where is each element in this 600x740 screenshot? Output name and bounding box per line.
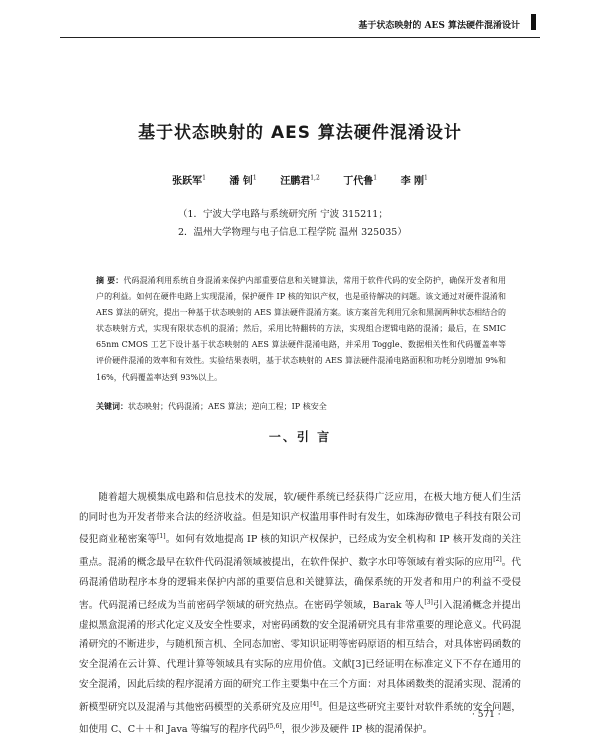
author: 李 刚$^1$ xyxy=(400,174,428,187)
author: 汪鹏君$^{1,2}$ xyxy=(280,174,320,187)
citation: [4] xyxy=(310,700,319,708)
affiliation-2: 2．温州大学物理与电子信息工程学院 温州 325035） xyxy=(178,227,407,238)
keywords-label: 关键词： xyxy=(96,401,128,411)
header-rule xyxy=(60,37,540,38)
author: 潘 钊$^1$ xyxy=(229,174,257,187)
author: 张跃军$^1$ xyxy=(172,174,206,187)
page-number: · 571 · xyxy=(472,710,501,720)
keywords-text: 状态映射；代码混淆；AES 算法；逆向工程；IP 核安全 xyxy=(128,402,327,411)
author-list xyxy=(0,172,600,187)
citation: [3] xyxy=(424,598,433,606)
body-paragraph: 随着超大规模集成电路和信息技术的发展，软/硬件系统已经获得广泛应用，在极大地方便人们生活的同时也为开发者带来合法的经济收益。但是知识产权滥用事件时有发生，如珠海矽微电子科技有限公司侵犯商业秘密案等[1]。如何有效地提高 IP 核的知识产权保护，已经成为安全机构和 IP 核开发商的关注重点。混淆的概念最早在软件代码混淆领域被提出，在软件保护、数字水印等领域有着实际的应用[2]。代码混淆借助程序本身的逻辑来保护内部的重要信息和关键算法，确保系统的开发者和用户的利益不受侵害。代码混淆已经成为当前密码学领域的研究热点。在密码学领域，Barak 等人[3]引入混淆概念并提出虚拟黑盒混淆的形式化定义及安全性要求，对密码函数的安全混淆研究具有非常重要的理论意义。代码混淆研究的不断进步，与随机预言机、全同态加密、零知识证明等密码原语的相互结合，对具体密码函数的安全混淆在云计算、代理计算等领域具有实际的应用价值。文献[3]已经证明在标准定义下不存在通用的安全混淆，因此后续的程序混淆方面的研究工作主要集中在三个方面：对具体函数类的混淆实现、混淆的新模型研究以及混淆与其他密码模型的关系研究及应用[4]。但是这些研究主要针对软件系统的安全问题，如使用 C、C＋＋和 Java 等编写的程序代码[5,6]，很少涉及硬件 IP 核的混淆保护。 xyxy=(79,492,522,736)
keywords xyxy=(96,401,506,412)
author: 丁代鲁$^1$ xyxy=(343,174,378,187)
citation: [2] xyxy=(493,556,502,564)
header-marker xyxy=(531,14,536,30)
section-heading: 一、引 言 xyxy=(268,430,332,444)
paper-title: 基于状态映射的 AES 算法硬件混淆设计 xyxy=(138,123,462,143)
affiliation-1: （1．宁波大学电路与系统研究所 宁波 315211； xyxy=(178,209,388,220)
abstract-text: 代码混淆利用系统自身混淆来保护内部重要信息和关键算法，常用于软件代码的安全防护，确保开发者和用户的利益。如何在硬件电路上实现混淆，保护硬件 IP 核的知识产权，也是亟待解决的问题。该文通过对硬件混淆和 AES 算法的研究，提出一种基于状态映射的 AES 算法硬件混淆方案。该方案首先利用冗余和黑洞两种状态相结合的状态映射方式，实现有限状态机的混淆；然后，采用比特翻转的方法，实现组合逻辑电路的混淆；最后，在 SMIC 65nm CMOS 工艺下设计基于状态映射的 AES 算法硬件混淆电路，并采用 Toggle、数据相关性和代码覆盖率等评价硬件混淆的效率和有效性。实验结果表明，基于状态映射的 AES 算法硬件混淆电路面积和功耗分别增加 9%和 16%，代码覆盖率达到 93%以上。 xyxy=(96,276,506,382)
citation: [1] xyxy=(157,533,166,541)
running-header: 基于状态映射的 AES 算法硬件混淆设计 xyxy=(358,21,520,31)
abstract-label: 摘 要： xyxy=(96,275,124,285)
abstract xyxy=(96,272,506,386)
citation: [5,6] xyxy=(267,723,282,731)
